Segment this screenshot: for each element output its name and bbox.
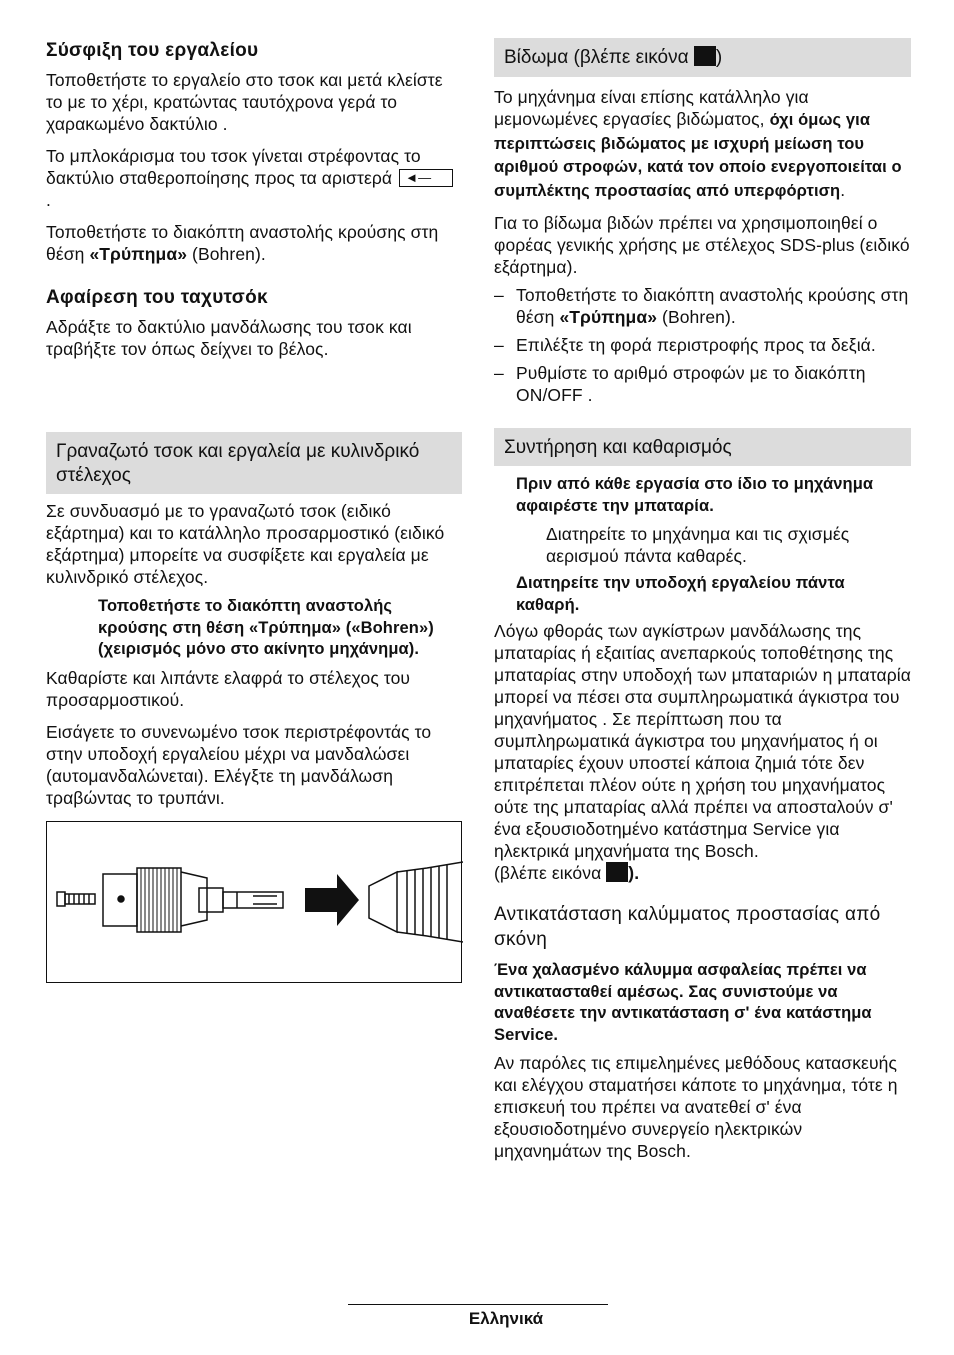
paragraph: Εισάγετε το συνενωμένο τσοκ περιστρέφοντάς το στην υποδοχή εργαλείου μέχρι να μανδαλώσει (αυτομανδαλώνεται). Ελέγξτε τη μανδάλωση τραβώντας το τρυπάνι. xyxy=(46,721,432,808)
paragraph: Σε συνδυασμό με το γραναζωτό τσοκ (ειδικό εξάρτημα) και το κατάλληλο προσαρμοστικό (ειδικό εξάρτημα) μπορείτε να συσφίξετε και εργαλεία με κυλινδρικό στέλεχος. xyxy=(46,501,445,587)
list-item: – Ρυθμίστε το αριθμό στροφών με το διακόπτη ON/OFF . xyxy=(494,363,866,405)
section-title-screwdriving: Βίδωμα (βλέπε εικόνα ) xyxy=(494,38,911,77)
list-item: – Τοποθετήστε το διακόπτη αναστολής κρούσης στη θέση «Τρύπημα» (Bohren). xyxy=(494,285,909,327)
section-title-dust-cover: Αντικατάσταση καλύμματος προστασίας από σκόνη xyxy=(494,904,881,950)
warning-text: Τοποθετήστε το διακόπτη αναστολής κρούσης στη θέση «Τρύπημα» («Bohren») (χειρισμός μόνο στο ακίνητο μηχάνημα). xyxy=(98,597,434,658)
warning-text: Διατηρείτε την υποδοχή εργαλείου πάντα καθαρή. xyxy=(516,574,845,614)
paragraph: Διατηρείτε το μηχάνημα και τις σχισμές αερισμού πάντα καθαρές. xyxy=(546,524,850,566)
section-title-tool-clamping: Σύσφιξη του εργαλείου xyxy=(46,40,259,61)
paragraph: Το μπλοκάρισμα του τσοκ γίνεται στρέφοντας το δακτύλιο σταθεροποίησης προς τα αριστερά ◄— . xyxy=(46,145,462,211)
chuck-assembly-figure xyxy=(46,821,462,983)
right-column xyxy=(494,38,911,1162)
rotate-left-symbol-icon: ◄— xyxy=(399,169,453,187)
warning-text: Πριν από κάθε εργασία στο ίδιο το μηχάνημα αφαιρέστε την μπαταρία. xyxy=(516,475,874,515)
paragraph: Αδράξτε το δακτύλιο μανδάλωσης του τσοκ και τραβήξτε τον όπως δείχνει το βέλος. xyxy=(46,317,412,359)
figure-reference-icon xyxy=(606,862,628,882)
paragraph: Για το βίδωμα βιδών πρέπει να χρησιμοποιηθεί ο φορέας γενικής χρήσης με στέλεχος SDS-plus (ειδικό εξάρτημα). xyxy=(494,213,910,277)
chuck-assembly-illustration xyxy=(47,822,463,982)
paragraph: Αν παρόλες τις επιμελημένες μεθόδους κατασκευής και ελέγχου σταματήσει κάποτε το μηχάνημα, τότε η επισκευή του πρέπει να ανατεθεί σ' ένα εξουσιοδοτημένο συνεργείο ηλεκτρικών μηχανημάτων της Bosch. xyxy=(494,1053,898,1161)
paragraph: Τοποθετήστε το εργαλείο στο τσοκ και μετά κλείστε το με το χέρι, κρατώντας ταυτόχρονα γερά το χαρακωμένο δακτύλιο . xyxy=(46,70,443,134)
section-title-maintenance: Συντήρηση και καθαρισμός xyxy=(494,428,911,466)
paragraph: Καθαρίστε και λιπάντε ελαφρά το στέλεχος του προσαρμοστικού. xyxy=(46,667,411,710)
paragraph: (βλέπε εικόνα ). xyxy=(494,863,640,883)
footer-language: Ελληνικά xyxy=(468,1309,544,1328)
paragraph: Το μηχάνημα είναι επίσης κατάλληλο για μεμονωμένες εργασίες βιδώματος, όχι όμως για περιπτώσεις βιδώματος με ισχυρή μείωση του αριθμού στροφών, κατά τον οποίο ενεργοποιείται ο συμπλέκτης προστασίας από υπερφόρτιση. xyxy=(494,87,902,200)
left-column xyxy=(46,38,462,983)
list-item: – Επιλέξτε τη φορά περιστροφής προς τα δεξιά. xyxy=(494,335,876,355)
paragraph: Λόγω φθοράς των αγκίστρων μανδάλωσης της μπαταρίας ή εξαιτίας ανεπαρκούς τοποθέτησης της μπαταρίας στην υποδοχή των μπαταριών η μπαταρία μπορεί να πέσει στα συμπληρωματικά άγκιστρα του μηχανήματος . Σε περίπτωση που τα συμπληρωματικά άγκιστρα του μηχανήματος ή οι μπαταρίες έχουν υποστεί κάποια ζημιά τότε δεν επιτρέπεται πλέον ούτε η χρήση του μηχανήματος ούτε της μπαταρίας αλλά πρέπει να αποσταλούν σ' ένα εξουσιοδοτημένο κατάστημα Service για ηλεκτρικά μηχανήματα της Bosch. xyxy=(494,621,911,861)
warning-text: Ένα χαλασμένο κάλυμμα ασφαλείας πρέπει να αντικατασταθεί αμέσως. Σας συνιστούμε να αναθέσετε την αντικατάσταση σ' ένα κατάστημα Service. xyxy=(494,961,872,1044)
paragraph: Τοποθετήστε το διακόπτη αναστολής κρούσης στη θέση «Τρύπημα» (Bohren). xyxy=(46,222,439,264)
section-title-keyed-chuck: Γραναζωτό τσοκ και εργαλεία με κυλινδρικό στέλεχος xyxy=(46,432,462,494)
section-title-remove-chuck: Αφαίρεση του ταχυτσόκ xyxy=(46,287,268,308)
figure-reference-icon xyxy=(694,46,716,66)
footer-divider xyxy=(348,1304,608,1305)
